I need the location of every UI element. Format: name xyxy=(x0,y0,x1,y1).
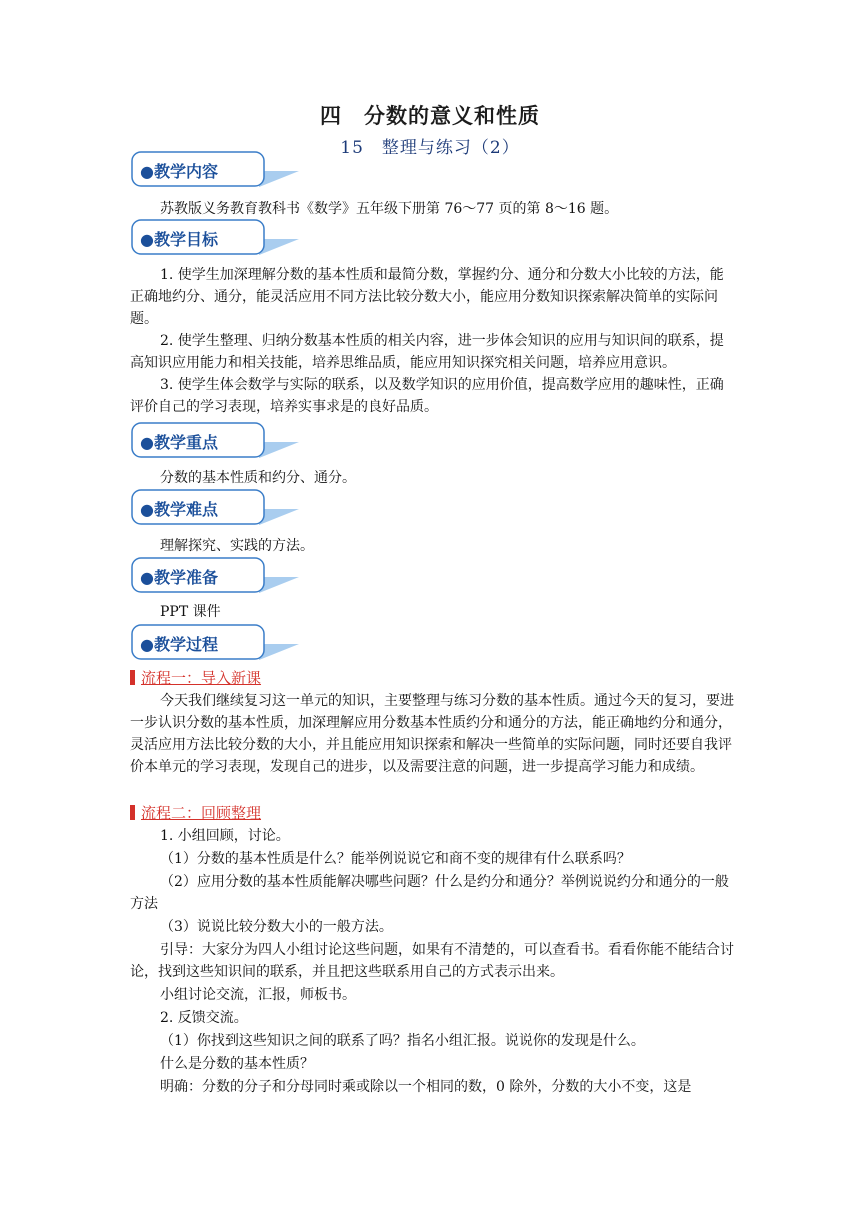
flow2-item: （1）分数的基本性质是什么？能举例说说它和商不变的规律有什么联系吗？ xyxy=(160,851,631,867)
flow2-item: 2. 反馈交流。 xyxy=(160,1010,248,1026)
flow2-item: 明确：分数的分子和分母同时乘或除以一个相同的数，0 除外，分数的大小不变，这是 xyxy=(160,1079,692,1095)
key-text: 分数的基本性质和约分、通分。 xyxy=(160,470,356,486)
section-header-content xyxy=(131,151,301,189)
section-header-key xyxy=(131,422,301,460)
section-header-difficulty xyxy=(131,489,301,527)
flow-label: 流程二：回顾整理 xyxy=(141,804,262,822)
goal-item-2: 2. 使学生整理、归纳分数基本性质的相关内容，进一步体会知识的应用与知识间的联系，提高知识应用能力和相关技能，培养思维品质，能应用知识探究相关问题，培养应用意识。 xyxy=(130,333,724,371)
flow2-item: 1. 小组回顾，讨论。 xyxy=(160,828,290,844)
section-label: ●教学准备 xyxy=(140,568,218,587)
section-header-process xyxy=(131,624,301,662)
flow2-item: （2）应用分数的基本性质能解决哪些问题？什么是约分和通分？举例说说约分和通分的一般方法 xyxy=(130,874,729,912)
section-label: ●教学过程 xyxy=(140,635,218,654)
flow2-item: 小组讨论交流，汇报，师板书。 xyxy=(160,987,356,1003)
flow1-text: 今天我们继续复习这一单元的知识，主要整理与练习分数的基本性质。通过今天的复习，要进一步认识分数的基本性质，加深理解应用分数基本性质约分和通分的方法，能正确地约分和通分，灵活应用方法比较分数的大小，并且能应用知识探索和解决一些简单的实际问题，同时还要自我评价本单元的学习表现，发现自己的进步，以及需要注意的问题，进一步提高学习能力和成绩。 xyxy=(130,693,734,775)
section-header-prep xyxy=(131,557,301,595)
flow2-item: （1）你找到这些知识之间的联系了吗？指名小组汇报。说说你的发现是什么。 xyxy=(160,1033,645,1049)
flow-heading-1 xyxy=(130,667,261,688)
flow2-item: 什么是分数的基本性质？ xyxy=(160,1056,314,1072)
goal-item-3: 3. 使学生体会数学与实际的联系，以及数学知识的应用价值，提高数学应用的趣味性，正确评价自己的学习表现，培养实事求是的良好品质。 xyxy=(130,377,724,415)
flow-label: 流程一：导入新课 xyxy=(141,669,262,687)
flow-marker-icon xyxy=(130,670,135,685)
flow2-item: （3）说说比较分数大小的一般方法。 xyxy=(160,919,393,935)
section-header-goals xyxy=(131,219,301,257)
goal-item-1: 1. 使学生加深理解分数的基本性质和最简分数，掌握约分、通分和分数大小比较的方法，能正确地约分、通分，能灵活应用不同方法比较分数大小，能应用分数知识探索解决简单的实际问题。 xyxy=(130,267,724,327)
section-label: ●教学难点 xyxy=(140,500,218,519)
page-subtitle: 15 整理与练习（2） xyxy=(340,138,520,158)
section-label: ●教学重点 xyxy=(140,433,218,452)
page-title: 四 分数的意义和性质 xyxy=(320,104,540,128)
section-label: ●教学目标 xyxy=(140,230,218,249)
flow-marker-icon xyxy=(130,805,135,820)
section-label: ●教学内容 xyxy=(140,162,218,181)
difficulty-text: 理解探究、实践的方法。 xyxy=(160,538,314,554)
content-text: 苏教版义务教育教科书《数学》五年级下册第 76～77 页的第 8～16 题。 xyxy=(160,201,619,217)
prep-text: PPT 课件 xyxy=(160,604,221,620)
flow2-item: 引导：大家分为四人小组讨论这些问题，如果有不清楚的，可以查看书。看看你能不能结合讨论，找到这些知识间的联系，并且把这些联系用自己的方式表示出来。 xyxy=(130,942,734,980)
flow-heading-2 xyxy=(130,802,261,823)
